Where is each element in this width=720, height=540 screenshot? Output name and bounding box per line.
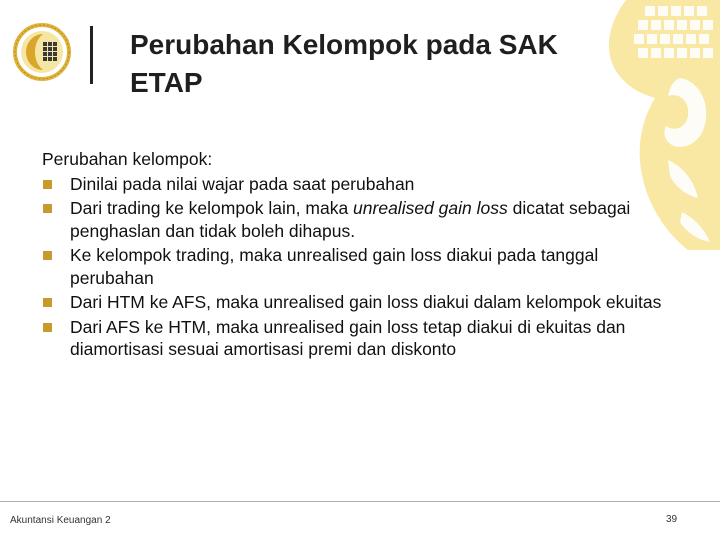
bullet-item: [42, 291, 682, 314]
bullet-text: dicatat sebagai penghaslan dan tidak boleh dihapus.: [70, 198, 631, 241]
bullet-item: [42, 316, 682, 361]
bullet-text: Ke kelompok trading, maka unrealised gain loss diakui pada tanggal perubahan: [70, 245, 599, 288]
italic-term: unrealised gain loss: [353, 198, 508, 218]
bullet-item: [42, 244, 682, 289]
footer-course-name: Akuntansi Keuangan 2: [10, 515, 111, 526]
slide-body: [42, 148, 682, 363]
bullet-list: [42, 173, 682, 361]
bullet-item: [42, 197, 682, 242]
university-seal-logo-icon: [12, 22, 74, 82]
footer-divider: [0, 501, 720, 502]
square-bullet-icon: [43, 251, 52, 260]
square-bullet-icon: [43, 204, 52, 213]
bullet-text: Dinilai pada nilai wajar pada saat perubahan: [70, 173, 415, 194]
square-bullet-icon: [43, 298, 52, 307]
bullet-text: Dari HTM ke AFS, maka unrealised gain loss diakui dalam kelompok ekuitas: [70, 292, 662, 312]
page-number: 39: [666, 514, 678, 525]
bullet-item: [42, 173, 682, 196]
bullet-text: Dari trading ke kelompok lain, maka: [70, 198, 354, 218]
title-divider: [90, 26, 93, 84]
bullet-text: Dari AFS ke HTM, maka unrealised gain loss tetap diakui di ekuitas dan diamortisasi sesuai amortisasi premi dan diskonto: [70, 316, 626, 359]
intro-text: Perubahan kelompok:: [42, 149, 213, 169]
square-bullet-icon: [43, 323, 52, 332]
square-bullet-icon: [43, 180, 52, 189]
slide-title: Perubahan Kelompok pada SAK ETAP: [130, 29, 558, 98]
